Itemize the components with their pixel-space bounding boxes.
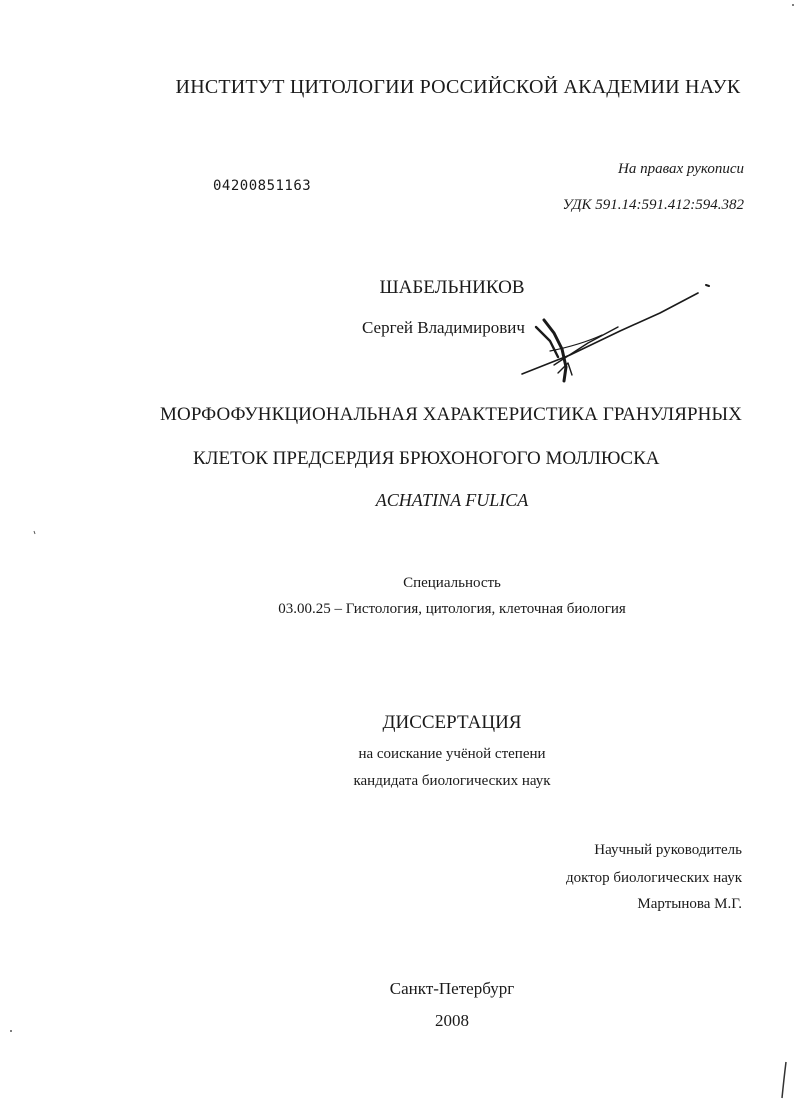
scan-speck-mark [8,1028,14,1034]
dissertation-purpose-line-1: на соискание учёной степени [358,746,546,762]
specialty-label: Специальность [403,575,501,591]
advisor-degree: доктор биологических наук [566,870,742,886]
scan-speck-mark [790,2,796,8]
rights-notice: На правах рукописи [618,161,744,177]
institute-name: ИНСТИТУТ ЦИТОЛОГИИ РОССИЙСКОЙ АКАДЕМИИ НАУК [175,76,741,98]
title-line-3: ACHATINA FULICA [375,490,529,510]
specialty-value: 03.00.25 – Гистология, цитология, клеточная биология [278,601,626,617]
advisor-role: Научный руководитель [594,842,742,858]
udk-code: УДК 591.14:591.412:594.382 [562,197,744,213]
author-surname: ШАБЕЛЬНИКОВ [379,277,525,298]
dissertation-heading: ДИССЕРТАЦИЯ [382,712,522,733]
advisor-name: Мартынова М.Г. [637,896,742,912]
handwritten-signature [510,275,730,385]
archive-number: 04200851163 [213,178,312,194]
author-given-names: Сергей Владимирович [362,318,525,337]
city: Санкт-Петербург [389,979,515,998]
title-line-2: КЛЕТОК ПРЕДСЕРДИЯ БРЮХОНОГОГО МОЛЛЮСКА [193,448,660,469]
title-line-1: МОРФОФУНКЦИОНАЛЬНАЯ ХАРАКТЕРИСТИКА ГРАНУЛЯРНЫХ [160,404,742,425]
scan-speck-mark [32,530,38,536]
year: 2008 [435,1011,469,1030]
scan-edge-mark [778,1060,790,1100]
dissertation-purpose-line-2: кандидата биологических наук [353,773,551,789]
